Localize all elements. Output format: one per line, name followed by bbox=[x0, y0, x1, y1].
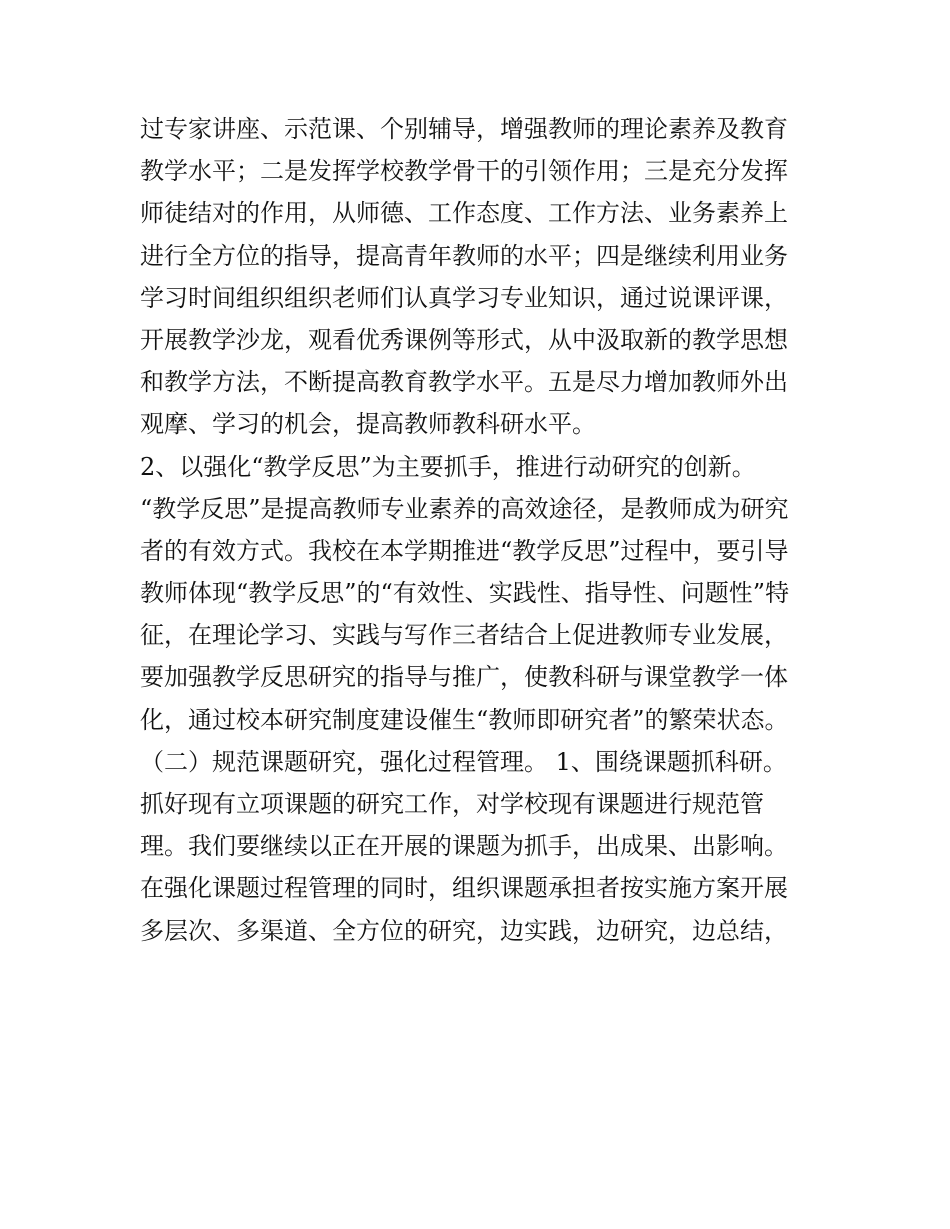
text-line: 观摩、学习的机会，提高教师教科研水平。 bbox=[140, 410, 596, 439]
text-line: 化，通过校本研究制度建设催生“教师即研究者”的繁荣状态。 bbox=[140, 705, 789, 734]
text-line: “教学反思”是提高教师专业素养的高效途径，是教师成为研究 bbox=[140, 494, 789, 523]
text-line: 在强化课题过程管理的同时，组织课题承担者按实施方案开展 bbox=[140, 874, 788, 903]
text-line: 进行全方位的指导，提高青年教师的水平；四是继续利用业务 bbox=[140, 241, 788, 270]
text-line: 者的有效方式。我校在本学期推进“教学反思”过程中，要引导 bbox=[140, 536, 789, 565]
text-line: 师徒结对的作用，从师德、工作态度、工作方法、业务素养上 bbox=[140, 199, 788, 228]
text-line: 开展教学沙龙，观看优秀课例等形式，从中汲取新的教学思想 bbox=[140, 325, 788, 354]
text-line: 教学水平；二是发挥学校教学骨干的引领作用；三是充分发挥 bbox=[140, 157, 788, 186]
text-line: 要加强教学反思研究的指导与推广，使教科研与课堂教学一体 bbox=[140, 663, 788, 692]
text-line: 多层次、多渠道、全方位的研究，边实践，边研究，边总结， bbox=[140, 916, 788, 945]
text-line: 征，在理论学习、实践与写作三者结合上促进教师专业发展， bbox=[140, 621, 788, 650]
text-line: 抓好现有立项课题的研究工作，对学校现有课题进行规范管 bbox=[140, 790, 764, 818]
section-heading-line: 2、以强化“教学反思”为主要抓手，推进行动研究的创新。 bbox=[140, 452, 756, 481]
text-line: 和教学方法，不断提高教育教学水平。五是尽力增加教师外出 bbox=[140, 368, 788, 397]
text-line: 过专家讲座、示范课、个别辅导，增强教师的理论素养及教育 bbox=[140, 115, 788, 143]
text-line: 理。我们要继续以正在开展的课题为抓手，出成果、出影响。 bbox=[140, 832, 788, 861]
text-line: 教师体现“教学反思”的“有效性、实践性、指导性、问题性”特 bbox=[140, 579, 790, 608]
section-heading-line: （二）规范课题研究，强化过程管理。 1、围绕课题抓科研。 bbox=[140, 747, 787, 776]
body-text bbox=[140, 108, 820, 952]
text-line: 学习时间组织组织老师们认真学习专业知识，通过说课评课， bbox=[140, 283, 788, 312]
